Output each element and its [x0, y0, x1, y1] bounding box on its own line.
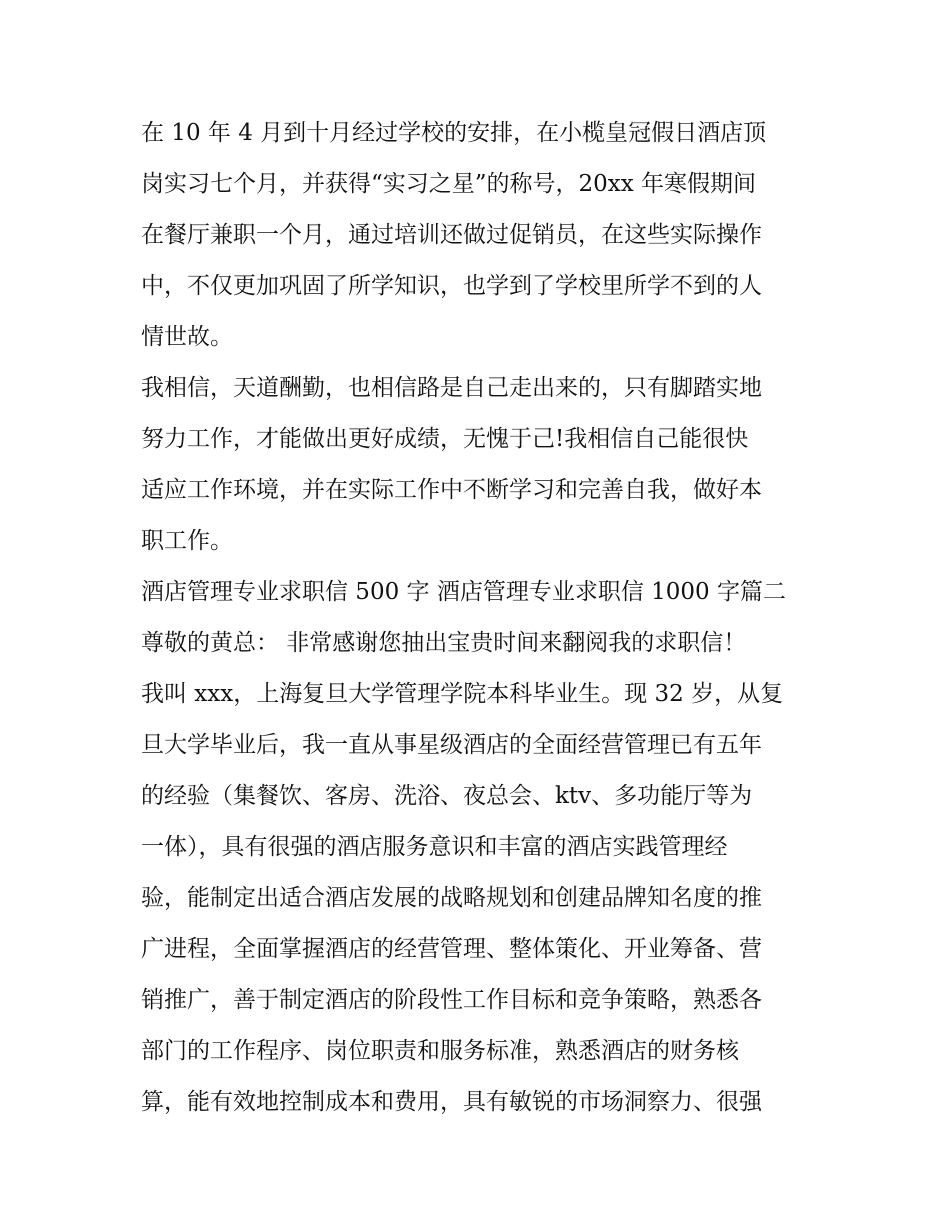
text-line: 适应工作环境，并在实际工作中不断学习和完善自我，做好本	[141, 477, 762, 503]
salutation-line: 尊敬的黄总： 非常感谢您抽出宝贵时间来翻阅我的求职信！	[141, 630, 747, 656]
text-line: 销推广，善于制定酒店的阶段性工作目标和竞争策略，熟悉各	[141, 987, 762, 1013]
text-line: 广进程，全面掌握酒店的经营管理、整体策化、开业筹备、营	[141, 936, 762, 962]
text-line: 验，能制定出适合酒店发展的战略规划和创建品牌知名度的推	[141, 885, 762, 911]
text-line: 我叫 xxx，上海复旦大学管理学院本科毕业生。现 32 岁，从复	[141, 681, 784, 707]
text-line: 在餐厅兼职一个月，通过培训还做过促销员，在这些实际操作	[141, 222, 762, 248]
section-heading-line: 酒店管理专业求职信 500 字 酒店管理专业求职信 1000 字篇二	[141, 579, 786, 605]
text-line: 努力工作，才能做出更好成绩，无愧于己!我相信自己能很快	[141, 426, 749, 452]
text-line: 中，不仅更加巩固了所学知识，也学到了学校里所学不到的人	[141, 273, 762, 299]
text-line: 部门的工作程序、岗位职责和服务标准，熟悉酒店的财务核	[141, 1038, 739, 1064]
text-line: 一体），具有很强的酒店服务意识和丰富的酒店实践管理经	[141, 834, 728, 860]
text-line: 算，能有效地控制成本和费用，具有敏锐的市场洞察力、很强	[141, 1089, 762, 1115]
text-line: 情世故。	[141, 324, 233, 350]
text-line: 的经验（集餐饮、客房、洗浴、夜总会、ktv、多功能厅等为	[141, 783, 753, 809]
document-body	[141, 108, 821, 1128]
text-line: 职工作。	[141, 528, 233, 554]
text-line: 在 10 年 4 月到十月经过学校的安排，在小榄皇冠假日酒店顶	[141, 120, 767, 146]
text-line: 岗实习七个月，并获得“实习之星”的称号，20xx 年寒假期间	[141, 171, 757, 197]
text-line: 我相信，天道酬勤，也相信路是自己走出来的，只有脚踏实地	[141, 375, 762, 401]
text-line: 旦大学毕业后，我一直从事星级酒店的全面经营管理已有五年	[141, 732, 762, 758]
